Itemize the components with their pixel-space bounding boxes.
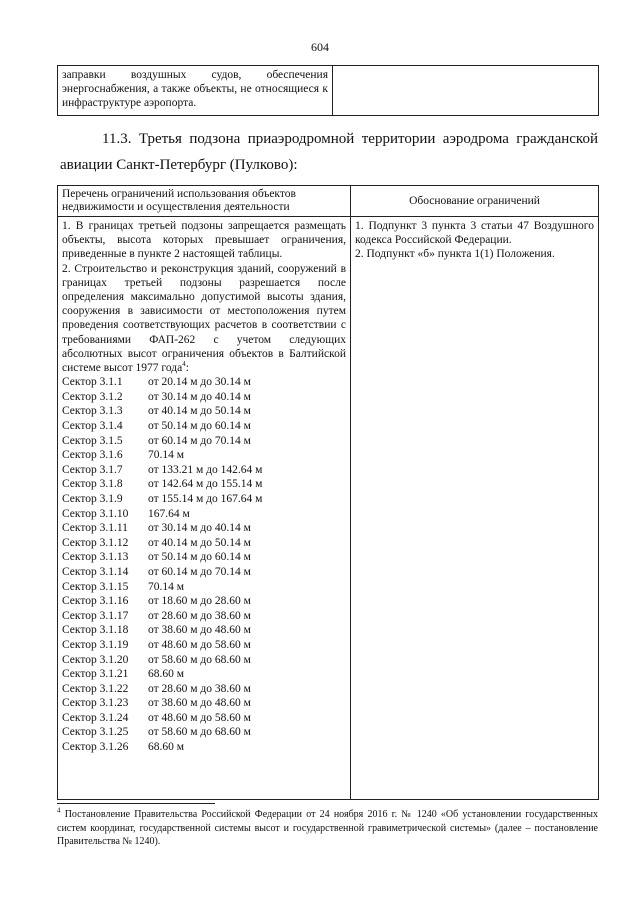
sector-height-range: 167.64 м <box>148 507 190 520</box>
sector-label: Сектор 3.1.15 <box>62 580 129 593</box>
sector-height-range: от 30.14 м до 40.14 м <box>148 390 251 403</box>
table-row <box>58 66 599 116</box>
sector-label: Сектор 3.1.9 <box>62 492 123 505</box>
sector-height-range: от 28.60 м до 38.60 м <box>148 609 251 622</box>
sector-label: Сектор 3.1.6 <box>62 449 123 462</box>
header-left-cell: Перечень ограничений использования объектов недвижимости и осуществления деятельности <box>58 186 351 217</box>
sector-height-range: от 28.60 м до 38.60 м <box>148 682 251 695</box>
continuation-right-cell <box>333 66 599 116</box>
sector-list <box>62 375 346 754</box>
sector-row <box>62 507 346 522</box>
sector-row <box>62 404 346 419</box>
sector-row <box>62 667 346 682</box>
sector-label: Сектор 3.1.18 <box>62 624 129 637</box>
justification-paragraph-1: 1. Подпункт 3 пункта 3 статьи 47 Воздушного кодекса Российской Федерации. <box>355 220 594 247</box>
sector-label: Сектор 3.1.5 <box>62 434 123 447</box>
sector-label: Сектор 3.1.8 <box>62 478 123 491</box>
sector-height-range: от 20.14 м до 30.14 м <box>148 376 251 389</box>
sector-height-range: 68.60 м <box>148 741 185 754</box>
sector-row <box>62 696 346 711</box>
sector-height-range: от 18.60 м до 28.60 м <box>148 595 251 608</box>
sector-row <box>62 740 346 755</box>
continuation-table <box>57 65 599 116</box>
sector-row <box>62 725 346 740</box>
sector-height-range: от 48.60 м до 58.60 м <box>148 638 251 651</box>
restrictions-table <box>57 185 599 800</box>
sector-height-range: 70.14 м <box>148 449 185 462</box>
sector-height-range: от 38.60 м до 48.60 м <box>148 697 251 710</box>
footnote-reference: 4 <box>182 360 186 369</box>
sector-row <box>62 550 346 565</box>
footnote-marker: 4 <box>57 806 61 815</box>
sector-label: Сектор 3.1.21 <box>62 668 129 681</box>
sector-row <box>62 492 346 507</box>
sector-height-range: от 38.60 м до 48.60 м <box>148 624 251 637</box>
sector-row <box>62 580 346 595</box>
sector-row <box>62 448 346 463</box>
sector-label: Сектор 3.1.4 <box>62 420 123 433</box>
sector-label: Сектор 3.1.7 <box>62 463 123 476</box>
sector-row <box>62 434 346 449</box>
restriction-paragraph-2-end: : <box>185 362 189 375</box>
sector-height-range: от 133.21 м до 142.64 м <box>148 463 263 476</box>
sector-height-range: от 50.14 м до 60.14 м <box>148 551 251 564</box>
sector-row <box>62 565 346 580</box>
sector-label: Сектор 3.1.25 <box>62 726 129 739</box>
justification-paragraph-2: 2. Подпункт «б» пункта 1(1) Положения. <box>355 248 555 261</box>
sector-label: Сектор 3.1.23 <box>62 697 129 710</box>
sector-label: Сектор 3.1.13 <box>62 551 129 564</box>
sector-row <box>62 390 346 405</box>
sector-height-range: от 50.14 м до 60.14 м <box>148 420 251 433</box>
sector-row <box>62 375 346 390</box>
section-heading: 11.3. Третья подзона приаэродромной территории аэродрома гражданской авиации Санкт-Петербург (Пулково): <box>60 131 598 173</box>
restriction-paragraph-2 <box>62 262 346 376</box>
sector-height-range: от 48.60 м до 58.60 м <box>148 711 251 724</box>
sector-row <box>62 623 346 638</box>
sector-height-range: от 40.14 м до 50.14 м <box>148 405 251 418</box>
sector-row <box>62 638 346 653</box>
sector-label: Сектор 3.1.26 <box>62 741 129 754</box>
sector-height-range: от 58.60 м до 68.60 м <box>148 653 251 666</box>
sector-label: Сектор 3.1.19 <box>62 638 129 651</box>
sector-height-range: 70.14 м <box>148 580 185 593</box>
sector-row <box>62 609 346 624</box>
sector-row <box>62 463 346 478</box>
sector-label: Сектор 3.1.20 <box>62 653 129 666</box>
sector-height-range: от 40.14 м до 50.14 м <box>148 536 251 549</box>
sector-label: Сектор 3.1.2 <box>62 390 123 403</box>
sector-row <box>62 711 346 726</box>
sector-label: Сектор 3.1.11 <box>62 522 128 535</box>
sector-row <box>62 682 346 697</box>
table-row <box>58 217 599 800</box>
restriction-paragraph-1: 1. В границах третьей подзоны запрещается размещать объекты, высота которых превышает ограничения, приведенные в пункте 2 настоящей таблицы. <box>62 220 346 261</box>
footnote <box>57 808 598 849</box>
sector-height-range: от 30.14 м до 40.14 м <box>148 522 251 535</box>
header-right-cell: Обоснование ограничений <box>351 186 599 217</box>
sector-row <box>62 419 346 434</box>
sector-label: Сектор 3.1.1 <box>62 376 123 389</box>
justification-cell <box>351 217 599 800</box>
sector-height-range: от 155.14 м до 167.64 м <box>148 492 263 505</box>
footnote-separator <box>57 803 215 804</box>
continuation-left-cell: заправки воздушных судов, обеспечения энергоснабжения, а также объекты, не относящиеся к инфраструктуре аэропорта. <box>58 66 333 116</box>
page-number: 604 <box>311 40 329 54</box>
sector-label: Сектор 3.1.24 <box>62 711 129 724</box>
sector-row <box>62 594 346 609</box>
table-header-row <box>58 186 599 217</box>
restriction-paragraph-2-text: 2. Строительство и реконструкция зданий, сооружений в границах третьей подзоны разрешается после определения максимально допустимой высоты здания, сооружения в зависимости от местоположения путем проведения соответствующих расчетов в соответствии с требованиями ФАП-262 с учетом следующих абсолютных высот ограничения объектов в Балтийской системе высот 1977 года <box>62 262 346 375</box>
sector-label: Сектор 3.1.14 <box>62 565 129 578</box>
sector-row <box>62 653 346 668</box>
sector-label: Сектор 3.1.22 <box>62 682 129 695</box>
sector-height-range: от 58.60 м до 68.60 м <box>148 726 251 739</box>
restrictions-cell <box>58 217 351 800</box>
footnote-text: Постановление Правительства Российской Федерации от 24 ноября 2016 г. № 1240 «Об установлении государственных систем координат, государственной системы высот и государственной гравиметрической системы» (далее – постановление Правительства № 1240). <box>57 809 599 847</box>
sector-label: Сектор 3.1.17 <box>62 609 129 622</box>
sector-row <box>62 477 346 492</box>
sector-row <box>62 536 346 551</box>
sector-label: Сектор 3.1.16 <box>62 595 129 608</box>
sector-label: Сектор 3.1.3 <box>62 405 123 418</box>
sector-height-range: от 60.14 м до 70.14 м <box>148 434 251 447</box>
sector-label: Сектор 3.1.12 <box>62 536 129 549</box>
sector-label: Сектор 3.1.10 <box>62 507 129 520</box>
sector-height-range: от 60.14 м до 70.14 м <box>148 565 251 578</box>
sector-height-range: от 142.64 м до 155.14 м <box>148 478 263 491</box>
sector-height-range: 68.60 м <box>148 668 185 681</box>
sector-row <box>62 521 346 536</box>
